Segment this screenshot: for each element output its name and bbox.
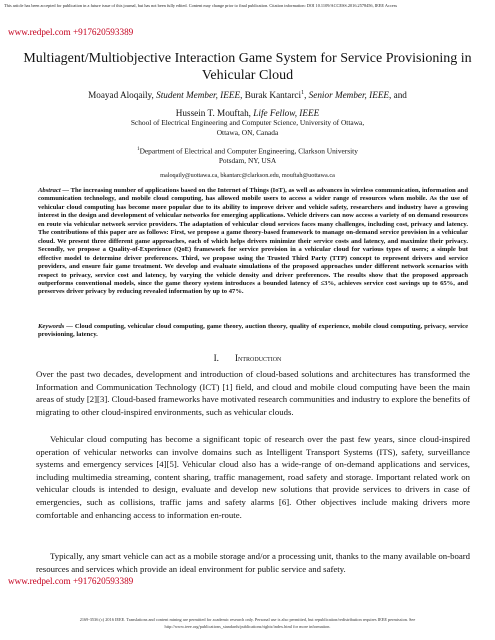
author-mouftah: Hussein T. Mouftah, [175, 107, 254, 118]
abstract-text: — The increasing number of applications based on the Internet of Things (IoT), as well as advances in wireless communication, information and communication technology, and mobile cloud computing, has allowed mobile users to access a wider range of resources when mobile. As the use of vehicular cloud computing has become more popular due to its ability to improve driver and vehicle safety, researchers and industry have a growing interest in the design and development of vehicular networks for emerging applications. Vehicle drivers can now access a variety of on demand resources en route via vehicular network service providers. The adaptation of vehicular cloud services faces many challenges, including cost, privacy and latency. The contributions of this paper are as follows: First, we propose a game theory-based framework to manage on-demand service provision in a vehicular cloud. We present three different game approaches, each of which helps drivers minimize their service costs and latency, and maximize their privacy. Secondly, we propose a Quality-of-Experience (QoE) framework for service provision in a vehicular cloud for various types of users; a simple but effective model to determine driver preferences. Third, we propose using the Trusted Third Party (TTP) concept to represent drivers and service providers, and ensure fair game treatment. We develop and evaluate simulations of the proposed approaches under different network scenarios with respect to privacy, service cost and latency, by varying the vehicle density and driver preferences. The results show that the proposed approach outperforms conventional models, since the game theory system introduces a bounded latency of ≤3%, achieves service cost savings up to 65%, and preserves driver privacy by reducing revealed information by up to 47%. [38, 187, 468, 296]
body-paragraph-3: Typically, any smart vehicle can act as a mobile storage and/or a processing unit, thanks to the many available on-board resources and services which provide an ideal environment for public service and safety. [36, 551, 470, 574]
section-heading [0, 353, 495, 363]
section-title: Introduction [234, 353, 282, 363]
contact-banner-top: www.redpel.com +917620593389 [8, 27, 134, 37]
preprint-notice: This article has been accepted for publication in a future issue of this journal, but has not been fully edited. Content may change prior to final publication. Citation information: DOI 10.1109/ACCESS.2016.2578456, IEEE Access [4, 3, 398, 8]
affiliation-clarkson-marker: 1 [137, 147, 140, 152]
copyright-line2: http://www.ieee.org/publications_standards/publications/rights/index.html for more information. [164, 623, 331, 629]
affiliation-clarkson-line1: Department of Electrical and Computer Engineering, Clarkson University [139, 146, 358, 156]
keywords-text: — Cloud computing, vehicular cloud computing, game theory, auction theory, quality of experience, mobile cloud computing, privacy, service provisioning, latency. [38, 323, 468, 339]
author-aloqaily: Moayad Aloqaily, [88, 90, 157, 101]
copyright-line1: 2169-3536 (c) 2016 IEEE. Translations and content mining are permitted for academic research only. Personal use is also permitted, but republication/redistribution requires IEEE permission. See [79, 617, 416, 622]
affiliation-marker: 1 [301, 90, 305, 96]
author-aloqaily-role: Student Member, IEEE [156, 90, 241, 101]
affiliation-ottawa-line2: Ottawa, ON, Canada [216, 127, 279, 137]
keywords-label: Keywords [38, 323, 65, 330]
abstract-label: Abstract [38, 187, 61, 194]
author-emails: maloqaily@uottawa.ca, bkantarc@clarkson.edu, mouftah@uottawa.ca [160, 172, 335, 179]
body-paragraph-1: Over the past two decades, development and introduction of cloud-based solutions and architectures has transformed the Information and Communication Technology (ICT) [1] field, and cloud and mobile cloud computing have been the main areas of study [2][3]. Cloud-based frameworks have motivated research communities and industry to explore the benefits of migrating to other cloud-inspired environments, such as vehicular clouds. [36, 369, 470, 417]
author-kantarci: , Burak Kantarci [240, 90, 302, 101]
body-paragraph-2: Vehicular cloud computing has become a significant topic of research over the past few years, since cloud-inspired operation of vehicular networks can involve domains such as Intelligent Transport Systems (ITS), safety, surveillance systems and emergency services [4][5]. Vehicular cloud also has a wide-range of on-demand applications and services, including multimedia streaming, content sharing, traffic management, road safety and storage. Important related work on vehicular clouds is intended to design, evaluate and develop new solutions that provide services to drivers in case of emergencies, such as collisions, traffic jams and safety alarms [6]. Other objectives include making drivers more comfortable and enhancing access to information en-route. [36, 434, 470, 520]
affiliation-clarkson-line2: Potsdam, NY, USA [218, 156, 277, 166]
paper-title: Multiagent/Multiobjective Interaction Game System for Service Provisioning in Vehicular Cloud [23, 51, 472, 83]
author-list: Moayad Aloqaily, Student Member, IEEE, Burak Kantarci$^1$, Senior Member, IEEE, and Hussein T. Mouftah, Life Fellow, IEEE [88, 90, 407, 118]
section-number: I. [213, 353, 219, 363]
affiliation-ottawa [30, 118, 465, 138]
copyright-footer [30, 617, 465, 630]
author-mouftah-role: Life Fellow, IEEE [253, 107, 320, 118]
affiliation-clarkson [30, 145, 465, 166]
abstract [38, 187, 468, 297]
keywords [38, 323, 468, 340]
contact-banner-bottom: www.redpel.com +917620593389 [8, 576, 134, 586]
affiliation-ottawa-line1: School of Electrical Engineering and Computer Science, University of Ottawa, [130, 118, 365, 127]
author-kantarci-role: Senior Member, IEEE [308, 90, 390, 101]
author-and: , and [389, 90, 407, 101]
